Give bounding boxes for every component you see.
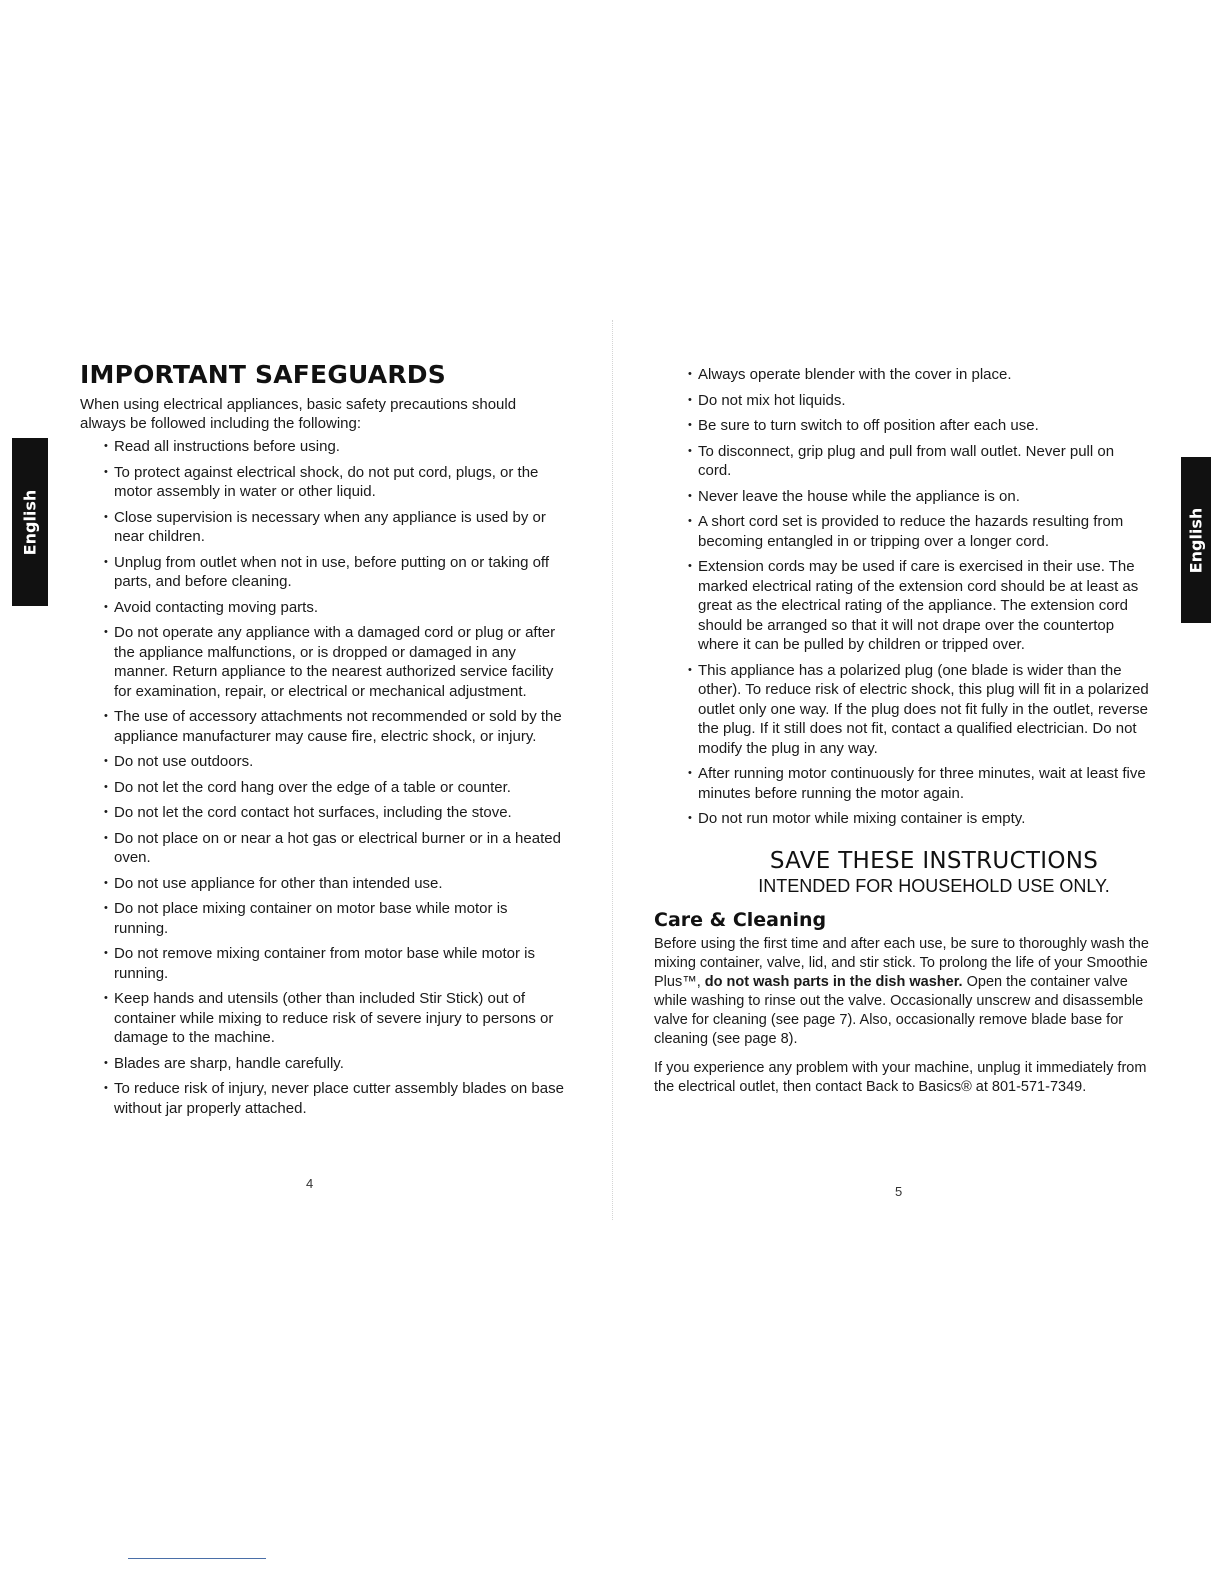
care-text-start: Before using the first time and after each use, be sure to thoroughly wash the mixing container, valve, lid, and stir stick. To prolong the life of your Smoothie Plus™, [654, 935, 1149, 990]
language-tab-right [1181, 457, 1211, 623]
list-item: • Do not place on or near a hot gas or electrical burner or in a heated oven. [104, 829, 564, 868]
language-tab-left [12, 438, 48, 606]
page-number: 5 [895, 1184, 903, 1199]
list-item: • After running motor continuously for three minutes, wait at least five minutes before running the motor again. [688, 764, 1150, 803]
list-item: • To disconnect, grip plug and pull from wall outlet. Never pull on cord. [688, 442, 1150, 481]
list-item: • To reduce risk of injury, never place cutter assembly blades on base without jar properly attached. [104, 1079, 564, 1118]
left-page [80, 360, 570, 1124]
save-instructions-title: SAVE THESE INSTRUCTIONS [769, 847, 1099, 874]
list-item: • This appliance has a polarized plug (one blade is wider than the other). To reduce risk of electric shock, this plug will fit in a polarized outlet only one way. If the plug does not fit fully in the outlet, reverse the plug. If it still does not fit, contact a qualified electrician. Do not modify the plug in any way. [688, 661, 1150, 759]
list-item: • To protect against electrical shock, do not put cord, plugs, or the motor assembly in water or other liquid. [104, 463, 564, 502]
list-item: • Do not use appliance for other than intended use. [104, 874, 564, 894]
list-item: • Always operate blender with the cover in place. [688, 365, 1150, 385]
list-item: • Never leave the house while the appliance is on. [688, 487, 1150, 507]
list-item: • Extension cords may be used if care is exercised in their use. The marked electrical rating of the extension cord should be at least as great as the electrical rating of the appliance. The extension cord should be arranged so that it will not drape over the countertop where it can be pulled by children or tripped over. [688, 557, 1150, 655]
list-item: • Do not let the cord hang over the edge of a table or counter. [104, 778, 564, 798]
safeguards-list-continued [688, 365, 1150, 829]
list-item: • Close supervision is necessary when any appliance is used by or near children. [104, 508, 564, 547]
care-text-end: Open the container valve while washing to rinse out the valve. Occasionally unscrew and disassemble valve for cleaning (see page 7). Also, occasionally remove blade base for cleaning (see page 8). [654, 973, 1144, 1047]
page-gutter [612, 320, 613, 1220]
list-item: • Do not run motor while mixing container is empty. [688, 809, 1150, 829]
language-tab-label: English [20, 489, 40, 555]
list-item: • Blades are sharp, handle carefully. [104, 1054, 564, 1074]
page-number: 4 [306, 1176, 314, 1191]
list-item: • The use of accessory attachments not recommended or sold by the appliance manufacturer may cause fire, electric shock, or injury. [104, 707, 564, 746]
household-use-notice: INTENDED FOR HOUSEHOLD USE ONLY. [758, 875, 1110, 896]
list-item: • Do not mix hot liquids. [688, 391, 1150, 411]
care-paragraph [654, 935, 1149, 1049]
care-cleaning-heading: Care & Cleaning [654, 908, 827, 931]
list-item: • Do not use outdoors. [104, 752, 564, 772]
list-item: • A short cord set is provided to reduce the hazards resulting from becoming entangled in or tripping over a longer cord. [688, 512, 1150, 551]
list-item: • Do not operate any appliance with a damaged cord or plug or after the appliance malfunctions, or is dropped or damaged in any manner. Return appliance to the nearest authorized service facility for examination, repair, or electrical or mechanical adjustment. [104, 623, 564, 701]
safeguards-list [104, 437, 564, 1118]
list-item: • Unplug from outlet when not in use, before putting on or taking off parts, and before cleaning. [104, 553, 564, 592]
save-instructions-block [724, 847, 1144, 897]
page-title: IMPORTANT SAFEGUARDS [80, 360, 446, 389]
bottom-rule [128, 1558, 266, 1559]
list-item: • Keep hands and utensils (other than included Stir Stick) out of container while mixing to reduce risk of severe injury to persons or damage to the machine. [104, 989, 564, 1048]
list-item: • Read all instructions before using. [104, 437, 564, 457]
right-page [654, 365, 1154, 1107]
list-item: • Avoid contacting moving parts. [104, 598, 564, 618]
list-item: • Do not let the cord contact hot surfaces, including the stove. [104, 803, 564, 823]
intro-paragraph: When using electrical appliances, basic safety precautions should always be followed including the following: [80, 396, 517, 432]
list-item: • Be sure to turn switch to off position after each use. [688, 416, 1150, 436]
care-warning-bold: do not wash parts in the dish washer. [704, 973, 963, 990]
list-item: • Do not place mixing container on motor base while motor is running. [104, 899, 564, 938]
language-tab-label: English [1186, 507, 1206, 573]
support-paragraph: If you experience any problem with your machine, unplug it immediately from the electrical outlet, then contact Back to Basics® at 801-571-7349. [654, 1059, 1147, 1095]
list-item: • Do not remove mixing container from motor base while motor is running. [104, 944, 564, 983]
